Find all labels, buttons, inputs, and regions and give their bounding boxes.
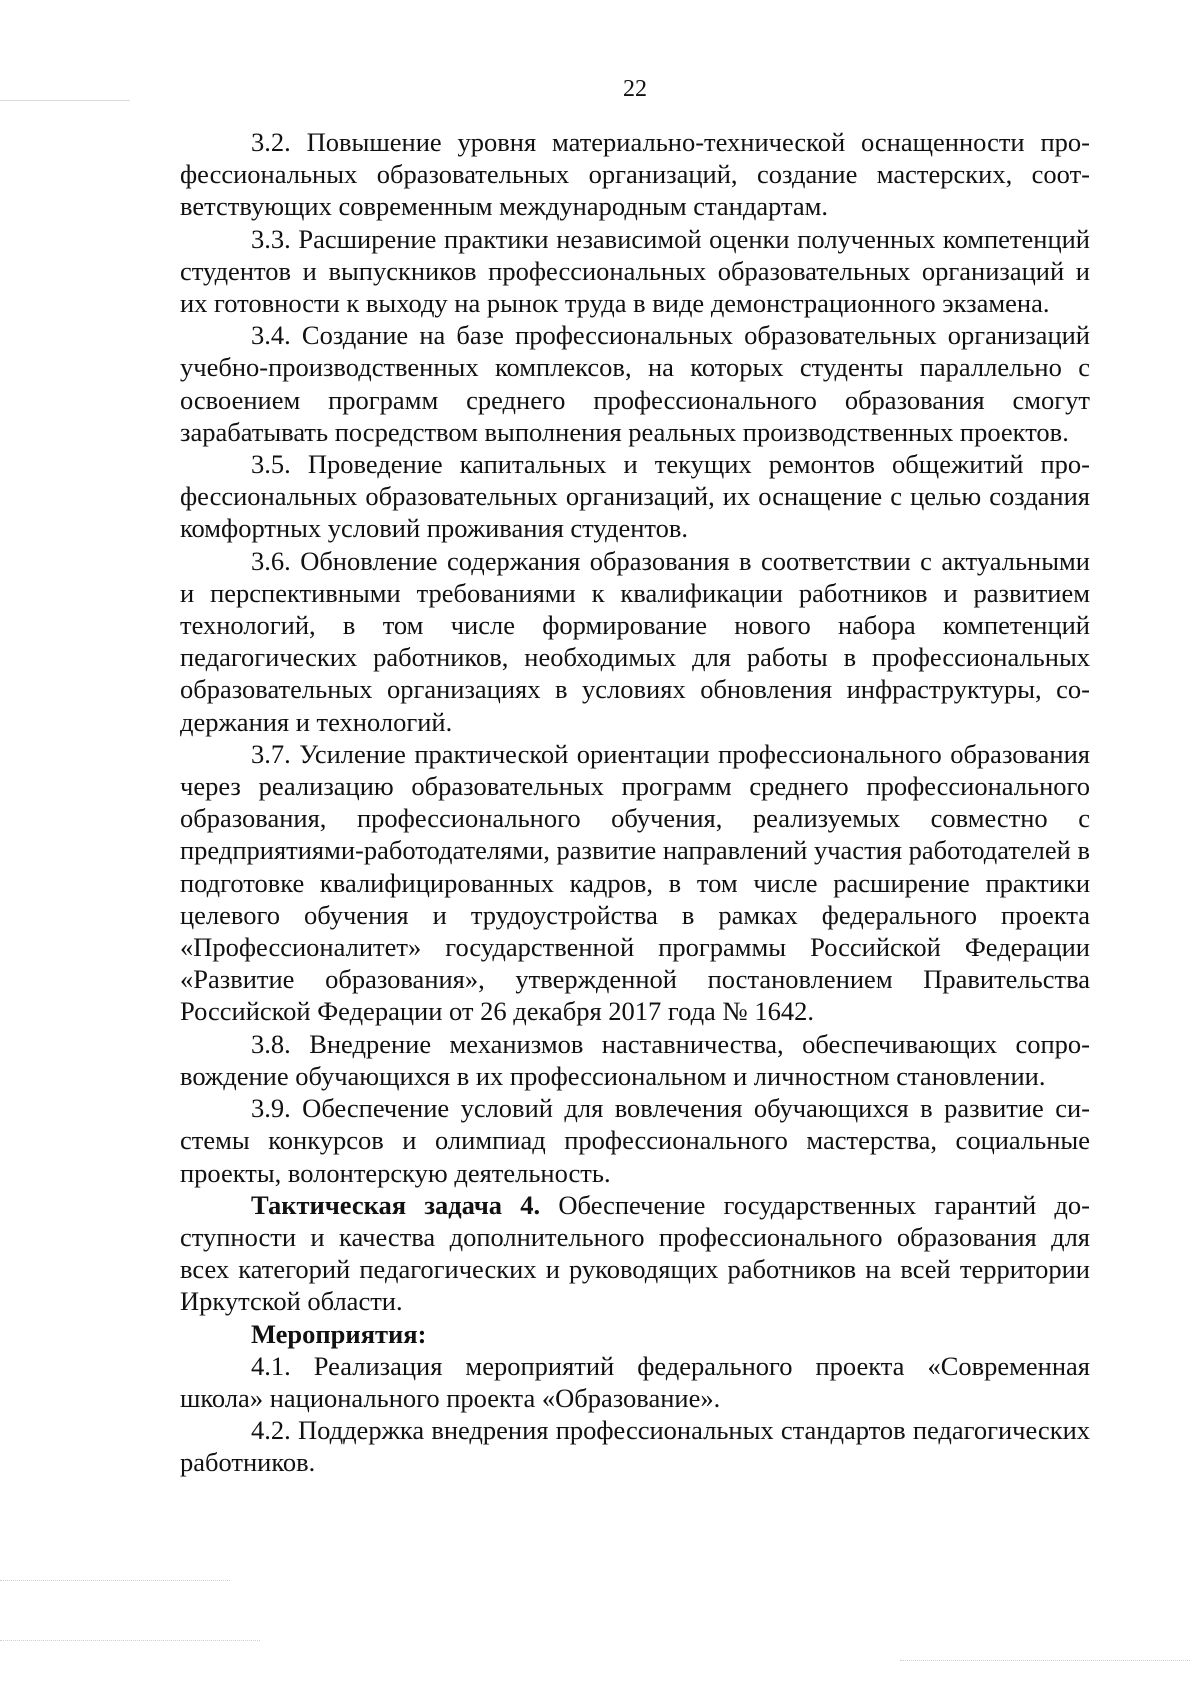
paragraph-3-7: 3.7. Усиление практической ориентации профессионального образования через реализацию образовательных программ среднего профессионального образования, профессионального обучения, реализуемых совместно с предприятиями-работодателями, развитие направлений участия работодателей в подготовке квалифицированных кадров, в том числе расширение практики целевого обучения и трудоустройства в рамках федерального проекта «Профессионалитет» государственной программы Российской Федерации «Развитие образования», утвержденной постановлением Правительства Российской Федерации от 26 декабря 2017 года № 1642. — [180, 738, 1090, 1027]
paragraph-3-6: 3.6. Обновление содержания образования в соответствии с актуальными и перспективными требованиями к квалификации работников и развитием технологий, в том числе формирование нового набора компетенций педагогических работников, необходимых для работы в профессиональных образовательных организациях в условиях обновления инфраструктуры, содержания и технологий. — [180, 545, 1090, 737]
measures-heading: Мероприятия: — [251, 1318, 427, 1349]
paragraph-3-9: 3.9. Обеспечение условий для вовлечения обучающихся в развитие системы конкурсов и олимпиад профессионального мастерства, социальные проекты, волонтерскую деятельность. — [180, 1093, 1090, 1188]
paragraph-3-3: 3.3. Расширение практики независимой оценки полученных компетенций студентов и выпускников профессиональных образовательных организаций и их готовности к выходу на рынок труда в виде демонстрационного экзамена. — [180, 223, 1090, 319]
paragraph-3-2: 3.2. Повышение уровня материально-технической оснащенности профессиональных образовательных организаций, создание мастерских, соответствующих современным международным стандартам. — [180, 127, 1090, 222]
scan-artifact — [900, 1660, 1190, 1661]
paragraph-3-4: 3.4. Создание на базе профессиональных образовательных организаций учебно-производственных комплексов, на которых студенты параллельно с освоением программ среднего профессионального образования смогут зарабатывать посредством выполнения реальных производственных проектов. — [180, 320, 1090, 447]
measure-4-2: 4.2. Поддержка внедрения профессиональных стандартов педагогических работников. — [180, 1415, 1090, 1478]
tactical-task-label: Тактическая задача 4. — [251, 1189, 541, 1220]
paragraph-3-8: 3.8. Внедрение механизмов наставничества, обеспечивающих сопровождение обучающихся в их профессиональном и личностном становлении. — [180, 1028, 1090, 1091]
document-body — [180, 126, 1090, 1479]
paragraph-3-5: 3.5. Проведение капитальных и текущих ремонтов общежитий профессиональных образовательных организаций, их оснащение с целью создания комфортных условий проживания студентов. — [180, 449, 1090, 544]
tactical-task-paragraph — [180, 1189, 1090, 1318]
scan-artifact — [0, 1640, 260, 1641]
measure-4-1: 4.1. Реализация мероприятий федерального проекта «Современная школа» национального проекта «Образование». — [180, 1350, 1090, 1413]
page-number: 22 — [623, 76, 647, 102]
tactical-task-text: Обеспечение государственных гарантий доступности и качества дополнительного профессионального образования для всех категорий педагогических и руководящих работников на всей территории Иркутской области. — [180, 1189, 1090, 1317]
scan-artifact — [0, 1580, 230, 1581]
